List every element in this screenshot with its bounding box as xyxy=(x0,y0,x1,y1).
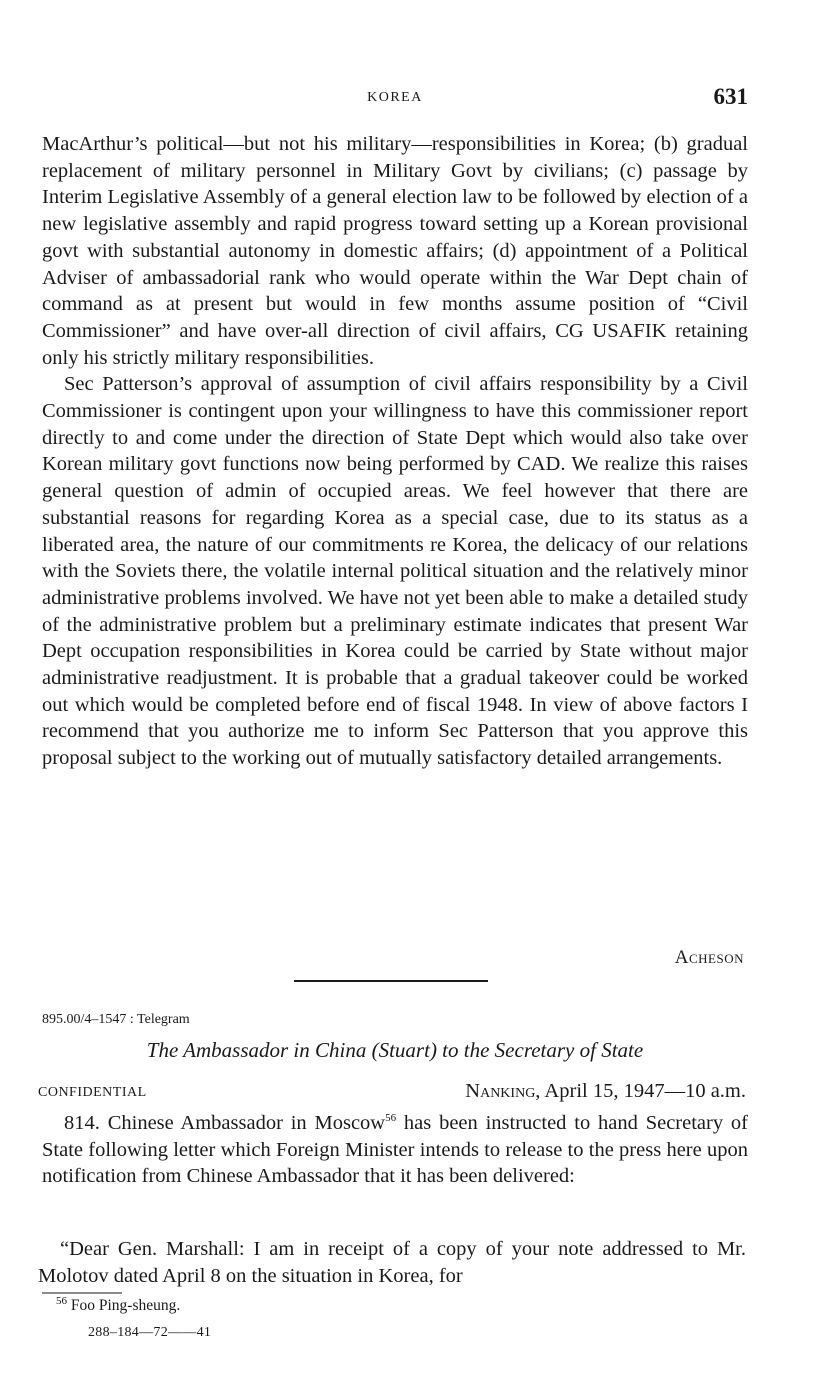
telegram-text-a: Chinese Ambassador in Moscow xyxy=(99,1112,386,1134)
telegram-text xyxy=(42,1110,748,1190)
dateline-place: Nanking, xyxy=(465,1080,541,1102)
signature: Acheson xyxy=(674,947,744,968)
telegram-text-b: has been instructed to hand Secretary of State following letter which Foreign Minister intends to release to the press here upon notification from Chinese Ambassador that it has been delivered: xyxy=(42,1112,748,1188)
running-header xyxy=(42,84,748,114)
running-title: KOREA xyxy=(367,90,423,105)
patterson-paragraph: Sec Patterson’s approval of assumption of civil affairs responsibility by a Civil Commissioner is contingent upon your willingness to have this commissioner report directly to and come under the direction of State Dept which would also take over Korean military govt functions now being performed by CAD. We realize this raises general question of admin of occupied areas. We feel however that there are substantial reasons for regarding Korea as a special case, due to its status as a liberated area, the nature of our commitments re Korea, the delicacy of our relations with the Soviets there, the volatile internal political situation and the relatively minor administrative problems involved. We have not yet been able to make a detailed study of the administrative problem but a preliminary estimate indicates that present War Dept occupation responsibilities in Korea could be carried by State without major administrative readjustment. It is probable that a gradual takeover could be worked out which would be completed before end of fiscal 1948. In view of above factors I recommend that you authorize me to inform Sec Patterson that you approve this proposal subject to the working out of mutually satisfactory detailed arrangements. xyxy=(42,373,748,770)
footnote-text: Foo Ping-sheung. xyxy=(67,1297,181,1314)
footnote-reference: 56 xyxy=(385,1112,397,1125)
letter-quote xyxy=(38,1236,746,1289)
continuation-paragraph: MacArthur’s political—but not his military—responsibilities in Korea; (b) gradual replacement of military personnel in Military Govt by civilians; (c) passage by Interim Legislative Assembly of a general election law to be followed by election of a new legislative assembly and rapid progress toward setting up a Korean provisional govt with substantial autonomy in domestic affairs; (d) appointment of a Political Adviser of ambassadorial rank who would operate within the War Dept chain of command as at present but would in few months assume position of “Civil Commissioner” and have over-all direction of civil affairs, CG USAFIK retaining only his strictly military responsibilities. xyxy=(42,133,748,369)
page-number: 631 xyxy=(713,84,748,109)
letter-text: “Dear Gen. Marshall: I am in receipt of a copy of your note addressed to Mr. Molotov dated April 8 on the situation in Korea, for xyxy=(38,1238,746,1287)
footnote-marker: 56 xyxy=(56,1294,67,1307)
section-divider xyxy=(294,980,488,982)
body-text-upper xyxy=(42,131,748,772)
classification-label: CONFIDENTIAL xyxy=(38,1085,147,1100)
paragraph-number: 814. xyxy=(64,1112,100,1134)
dateline xyxy=(465,1080,746,1103)
footnote xyxy=(56,1294,181,1315)
document-title: The Ambassador in China (Stuart) to the Secretary of State xyxy=(146,1038,644,1062)
telegram-paragraph xyxy=(42,1110,748,1190)
file-reference: 895.00/4–1547 : Telegram xyxy=(42,1012,190,1027)
footnote-rule xyxy=(42,1292,122,1294)
dateline-date: April 15, 1947—10 a.m. xyxy=(540,1080,746,1102)
printer-imprint: 288–184—72——41 xyxy=(88,1325,212,1340)
